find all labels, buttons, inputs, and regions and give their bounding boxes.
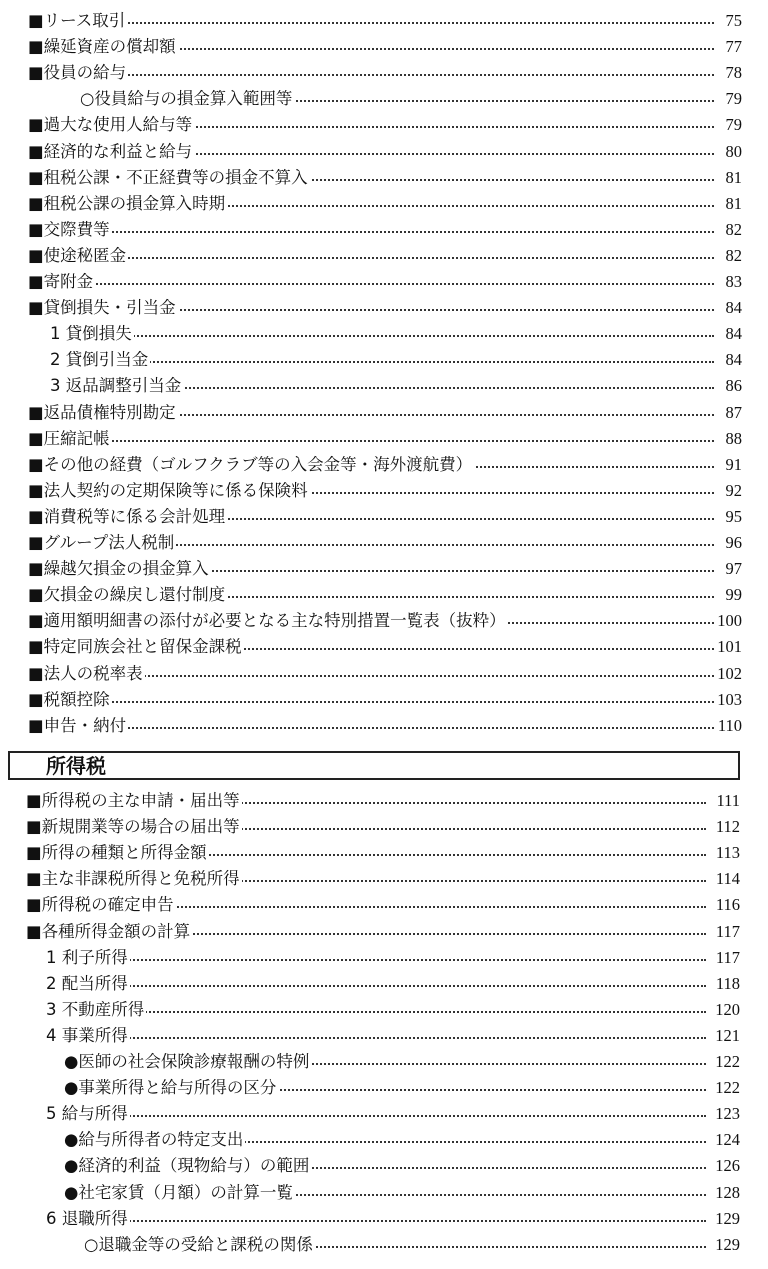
toc-entry-title: ○役員給与の損金算入範囲等	[80, 89, 293, 109]
toc-entry-page: 129	[706, 1234, 740, 1256]
toc-entry-page: 102	[714, 663, 742, 685]
toc-entry[interactable]	[0, 1234, 768, 1260]
toc-entry-title: ●事業所得と給与所得の区分	[64, 1078, 277, 1098]
toc-entry[interactable]	[0, 193, 768, 219]
toc-entry[interactable]	[0, 689, 768, 715]
toc-entry-title: ■所得税の主な申請・届出等	[26, 791, 240, 810]
toc-entry-page: 97	[714, 558, 742, 580]
toc-entry-page: 99	[714, 584, 742, 606]
toc-entry[interactable]	[0, 842, 768, 868]
toc-entry-page: 116	[706, 894, 740, 916]
toc-entry-title: ■リース取引	[28, 11, 126, 30]
toc-entry[interactable]	[0, 1155, 768, 1181]
toc-entry-title: 2 配当所得	[46, 973, 128, 993]
dot-leader	[28, 440, 714, 442]
toc-entry[interactable]	[0, 1025, 768, 1051]
toc-entry-title: ■貸倒損失・引当金	[28, 298, 176, 318]
toc-entry[interactable]	[0, 1182, 768, 1208]
toc-entry-page: 101	[714, 636, 742, 658]
toc-entry-page: 79	[714, 88, 742, 110]
toc-entry[interactable]	[0, 506, 768, 532]
toc-entry[interactable]	[0, 62, 768, 88]
toc-entry-page: 110	[714, 715, 742, 737]
toc-entry-title: 3 不動産所得	[46, 999, 145, 1019]
dot-leader	[28, 22, 714, 24]
dot-leader	[46, 985, 706, 987]
toc-entry[interactable]	[0, 297, 768, 323]
dot-leader	[46, 1037, 706, 1039]
toc-entry-title: ■交際費等	[28, 219, 110, 239]
toc-entry[interactable]	[0, 114, 768, 140]
toc-entry-page: 79	[714, 114, 742, 136]
toc-entry-page: 92	[714, 480, 742, 502]
toc-entry[interactable]	[0, 428, 768, 454]
dot-leader	[28, 283, 714, 285]
toc-entry-title: ■所得税の確定申告	[26, 895, 174, 915]
toc-entry-page: 86	[714, 375, 742, 397]
toc-entry-title: ■寄附金	[28, 272, 94, 291]
toc-entry-page: 111	[706, 790, 740, 812]
toc-entry[interactable]	[0, 167, 768, 193]
toc-entry-page: 100	[714, 610, 742, 632]
toc-entry-page: 129	[706, 1208, 740, 1230]
toc-entry-page: 121	[706, 1025, 740, 1047]
toc-entry[interactable]	[0, 816, 768, 842]
toc-entry[interactable]	[0, 141, 768, 167]
toc-entry-title: ■租税公課の損金算入時期	[28, 193, 226, 213]
toc-entry[interactable]	[0, 454, 768, 480]
toc-entry-page: 78	[714, 62, 742, 84]
toc-entry-page: 81	[714, 167, 742, 189]
toc-entry[interactable]	[0, 1103, 768, 1129]
toc-entry-page: 124	[706, 1129, 740, 1151]
dot-leader	[46, 959, 706, 961]
toc-entry[interactable]	[0, 921, 768, 947]
dot-leader	[50, 335, 714, 337]
toc-entry-title: ■法人の税率表	[28, 663, 143, 683]
toc-entry-title: 6 退職所得	[46, 1208, 128, 1228]
toc-entry-page: 128	[706, 1182, 740, 1204]
toc-entry-title: ■適用額明細書の添付が必要となる主な特別措置一覧表（抜粋）	[28, 611, 506, 631]
toc-entry-title: 5 給与所得	[46, 1104, 128, 1124]
toc-entry[interactable]	[0, 1051, 768, 1077]
toc-entry-page: 118	[706, 973, 740, 995]
toc-entry[interactable]	[0, 402, 768, 428]
toc-entry[interactable]	[0, 947, 768, 973]
toc-entry-title: ●医師の社会保険診療報酬の特例	[64, 1052, 310, 1071]
toc-entry-title: ■繰延資産の償却額	[28, 37, 176, 57]
toc-entry-page: 81	[714, 193, 742, 215]
toc-entry-title: ●給与所得者の特定支出	[64, 1130, 244, 1150]
toc-entry[interactable]	[0, 663, 768, 689]
toc-entry[interactable]	[0, 894, 768, 920]
toc-entry-page: 122	[706, 1077, 740, 1099]
toc-entry-page: 122	[706, 1051, 740, 1073]
toc-entry-title: ■申告・納付	[28, 715, 127, 735]
toc-entry[interactable]	[0, 245, 768, 271]
toc-entry-title: ■新規開業等の場合の届出等	[26, 817, 240, 837]
toc-entry-page: 87	[714, 402, 742, 424]
toc-entry-title: 1 貸倒損失	[50, 324, 132, 344]
toc-entry-title: ■経済的な利益と給与	[28, 141, 193, 161]
toc-entry[interactable]	[0, 1208, 768, 1234]
toc-entry[interactable]	[0, 375, 768, 401]
toc-entry-page: 91	[714, 454, 742, 476]
toc-entry-page: 103	[714, 689, 742, 711]
toc-entry[interactable]	[0, 610, 768, 636]
toc-entry[interactable]	[0, 868, 768, 894]
toc-entry-page: 84	[714, 297, 742, 319]
toc-entry[interactable]	[0, 558, 768, 584]
toc-entry-page: 84	[714, 323, 742, 345]
toc-entry-title: ○退職金等の受給と課税の関係	[84, 1234, 313, 1254]
toc-entry-title: 1 利子所得	[46, 947, 128, 967]
dot-leader	[46, 1115, 706, 1117]
toc-entry-page: 126	[706, 1155, 740, 1177]
toc-entry-page: 120	[706, 999, 740, 1021]
toc-entry[interactable]	[0, 480, 768, 506]
toc-entry-title: ■税額控除	[28, 689, 110, 709]
toc-entry-title: ●経済的利益（現物給与）の範囲	[64, 1156, 310, 1176]
section-header-box	[8, 751, 740, 780]
toc-entry-title: ■使途秘匿金	[28, 245, 127, 265]
toc-entry[interactable]	[0, 349, 768, 375]
toc-entry-title: ■所得の種類と所得金額	[26, 843, 207, 863]
toc-entry-page: 123	[706, 1103, 740, 1125]
toc-entry[interactable]	[0, 1077, 768, 1103]
toc-entry[interactable]	[0, 10, 768, 36]
toc-entry-page: 117	[706, 921, 740, 943]
dot-leader	[28, 257, 714, 259]
toc-entry[interactable]	[0, 790, 768, 816]
toc-entry-page: 112	[706, 816, 740, 838]
toc-entry-title: ■各種所得金額の計算	[26, 921, 191, 941]
toc-entry-title: ■欠損金の繰戻し還付制度	[28, 585, 226, 605]
dot-leader	[28, 231, 714, 233]
toc-entry-page: 96	[714, 532, 742, 554]
toc-entry-title: ■繰越欠損金の損金算入	[28, 559, 209, 579]
toc-entry[interactable]	[0, 1129, 768, 1155]
toc-entry-title: 3 返品調整引当金	[50, 376, 182, 396]
toc-entry-title: ●社宅家賃（月額）の計算一覧	[64, 1182, 293, 1202]
dot-leader	[46, 1220, 706, 1222]
toc-entry-title: ■圧縮記帳	[28, 428, 110, 448]
toc-entry[interactable]	[0, 973, 768, 999]
toc-entry[interactable]	[0, 271, 768, 297]
toc-entry-page: 113	[706, 842, 740, 864]
toc-entry[interactable]	[0, 636, 768, 662]
toc-entry-page: 75	[714, 10, 742, 32]
toc-entry[interactable]	[0, 532, 768, 558]
toc-entry-title: ■法人契約の定期保険等に係る保険料	[28, 480, 308, 500]
toc-entry-page: 82	[714, 219, 742, 241]
toc-entry[interactable]	[0, 584, 768, 610]
toc-entry[interactable]	[0, 36, 768, 62]
toc-entry[interactable]	[0, 715, 768, 741]
toc-entry[interactable]	[0, 219, 768, 245]
toc-entry-page: 117	[706, 947, 740, 969]
toc-entry-page: 114	[706, 868, 740, 890]
toc-entry-page: 84	[714, 349, 742, 371]
toc-entry-page: 83	[714, 271, 742, 293]
toc-entry-page: 95	[714, 506, 742, 528]
toc-entry-title: ■過大な使用人給与等	[28, 115, 193, 135]
dot-leader	[28, 701, 714, 703]
toc-entry[interactable]	[0, 999, 768, 1025]
toc-entry-title: ■返品債権特別勘定	[28, 402, 176, 422]
dot-leader	[28, 727, 714, 729]
toc-entry-page: 77	[714, 36, 742, 58]
toc-entry-title: ■役員の給与	[28, 63, 127, 83]
toc-entry-title: ■主な非課税所得と免税所得	[26, 869, 240, 889]
toc-entry-title: 4 事業所得	[46, 1025, 128, 1045]
dot-leader	[28, 74, 714, 76]
toc-entry-page: 80	[714, 141, 742, 163]
toc-entry-page: 82	[714, 245, 742, 267]
toc-entry-title: ■特定同族会社と留保金課税	[28, 637, 242, 657]
toc-entry-title: 2 貸倒引当金	[50, 350, 149, 370]
toc-entry-title: ■租税公課・不正経費等の損金不算入	[28, 167, 308, 187]
toc-entry-title: ■グループ法人税制	[28, 533, 175, 552]
toc-entry[interactable]	[0, 88, 768, 114]
toc-entry-title: ■その他の経費（ゴルフクラブ等の入会金等・海外渡航費）	[28, 454, 473, 474]
toc-entry[interactable]	[0, 323, 768, 349]
section-header-title: 所得税	[46, 754, 106, 778]
toc-entry-page: 88	[714, 428, 742, 450]
toc-entry-title: ■消費税等に係る会計処理	[28, 506, 226, 526]
